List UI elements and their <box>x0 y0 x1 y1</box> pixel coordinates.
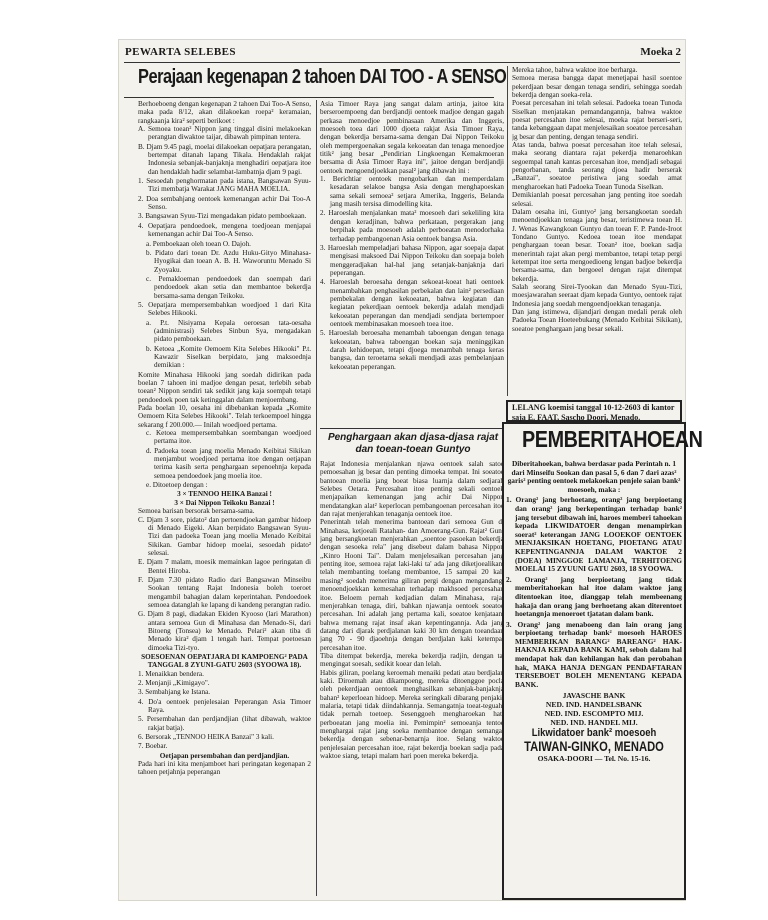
left-column-paragraph: 3. Sembahjang ke Istana. <box>138 688 211 697</box>
subhead-rule <box>320 428 504 429</box>
notice-intro: Diberitahoekan, bahwa berdasar pada Perintah n. 1 dari Minseifu Sookan dan pasal 5, 6 dan 7 dari azas² garis² penting oentoek melakoekan penjele saian bank² moesoeh, maka : <box>507 459 681 494</box>
left-column-paragraph: a. Pemboekaan oleh toean O. Dajoh. <box>146 239 251 248</box>
left-column-paragraph: 2. Doa sembahjang oentoek kemenangan achir Dai Too-A Senso. <box>138 194 311 212</box>
right-column-paragraph: Dalam oesaha ini, Guntyo² jang bersangkoetan soedah menoendjoekkan tenaga jang besar, teristimewa toean H. J. Wenas Kawangkoan Guntyo dan toean F. P. Pande-Iroot Tondano Guntyo. Kedoea toean itoe mendapat penghargaan toean besar. Toean² itoe, boekan sadja menerintah rajat akan pergi membantoe, tetapi tetap pergi ketempat itoe serta mengoedioeng lengan badjoe bekerdja bersama-sama, dan bergoeel dengan rajat ditempat bekerdja. <box>512 207 682 283</box>
section-subheading: Penghargaan akan djasa-djasa rajat dan toean-toean Guntyo <box>327 432 499 455</box>
left-column-paragraph: A. Semoea toean² Nippon jang tinggal disini melakoekan perangtan diwaktoe taijar, dibawah pimpinan tentera. <box>138 125 311 142</box>
article-left-column <box>138 100 311 898</box>
left-column-paragraph: B. Djam 9.45 pagi, moelai dilakoekan oepatjara perangatan, bertempat ditanah lapang Tikala. Hendaklah rakjat Indonesia sebanjak-banjaknja menghadiri oepatjara itoe dan hendaklah hadir selambat-lambatnja djam 9 pagi. <box>138 142 311 176</box>
subhead-body-paragraph: Habis giliran, poelang keroemah menaiki pedati atau berdjalan kaki. Diroemah atau dikampoeng, mereka ditoenggoe pocla oleh pekerdjaan oentoek menghasilkan sebanjak-banjaknja bahan² keperloean hidoep. Mereka seringkali dibarang penjakit malaria, tetapi tidak diindahkannja. Semangatnja toeat-teguah, tidak pernah toetoep. Sesenggoeh mengharoekan hati perboeatan jang moelia ini. Pemimpin² semoeanja tentoe menghargai rajat jang soeka membantoe dengan semangat bekerdja dengan sebenar-benarnja itoe. Selang waktoe penjelesaian percesahan itoe, rajat bekerdja boekan sadja pada waktoe siang, tetapi malam hari poen mereka bekerdja. <box>320 668 504 761</box>
bank-list <box>506 691 682 727</box>
auction-ad-box <box>506 400 682 422</box>
publication-name: PEWARTA SELEBES <box>125 46 236 58</box>
left-column-paragraph: 1. Menaikkan bendera. <box>138 669 204 678</box>
left-column-paragraph: b. Ketoea „Komite Oemoem Kita Selebes Hikooki" P.t. Kawazir Siselkan berpidato, jang maksoednja demikian : <box>146 344 311 370</box>
left-column-paragraph: 7. Boebar. <box>138 742 168 751</box>
left-column-paragraph: a. P.t. Nisiyama Kepala oeroesan tata-oesaha (administrasi) Selebes Sinbun Sya, mengadakan pidato pemboekaan. <box>146 318 311 344</box>
middle-column-paragraph: 5. Haroeslah beroesaha menambah taboengan dengan tenaga kekoeatan, bahwa taboengan boekan saja meninggikan darah kehidoepan, tetapi djoega menambah tenaga keras bangsa, dan teroetama sekali mendjadi azas pembelanjaan kekoeatan peperangan. <box>320 329 504 371</box>
notice-item: 3. Orang² jang menaboeng dan lain orang jang berpioetang terhadap bank² moesoeh HAROES MEMBERIKAN BARANG² BAREANG² HAK-HAKNJA KEPADA BANK KAMI, seboh dalam hal mendapat hak dan kehilangan hak dan perobahan hak, MAKA HANJA DENGAN PENDAFTARAN TERSEBOET BOLEH MENENTANG KEPADA BANK. <box>506 619 682 689</box>
notice-item: 1. Orang² jang berhoetang, orang² jang berpioetang dan orang² jang berkepentingan terhadap bank² jang tersebut dibawah ini, haroes memberi tahoekan kepada LIKWIDATOER dengan menampirkan soerat² keterangan JANG LOOEKOF OENTOEK MENJAKSIKAN HOETANG, PIOETANG ATAU KEPENTINGANNJA DALAM WAKTOE 2 (DOEA) MINGGOE LAMANJA, TERHITOENG MOELAI 15 ZYUUNI GATU 2603, 18 SYOOWA. <box>506 495 682 574</box>
subhead-body-paragraph: Tiba ditempat bekerdja, mereka bekerdja radjin, dengan ta' mengingat soesah, sedikit koear dan lelah. <box>320 651 504 669</box>
page-header <box>119 46 685 62</box>
left-column-paragraph: Komite Minahasa Hikooki jang soedah didirikan pada boelan 7 tahoen ini madjoe dengan pesat, terlebih sebab toean² Nippon sendiri tak sedikit jang kaja soempah tetapi pendoedoek poen tak ketinggalan dalam menjoembang. <box>138 370 311 404</box>
bank-list-item: NED. IND. ESCOMPTO MIJ. <box>544 709 644 719</box>
bank-list-item: JAVASCHE BANK <box>562 691 626 701</box>
notice-body <box>506 460 682 763</box>
left-column-paragraph: 1. Sesoedah penghormatan pada istana, Bangsawan Syuu-Tizi membatja Warakat JANG MAHA MOELIA. <box>138 177 311 194</box>
page-number: Moeka 2 <box>640 46 681 58</box>
notice-item: 2. Orang² jang berpioetang jang tidak memberitahoekan hal itoe dalam waktoe jang ditentoekan itoe, dianggap telah membeenang hakaja dan orang jang berhoetang akan diterentoet hoetangnja menoeroet tjatatan dalam bank. <box>506 574 682 619</box>
right-column-paragraph: Semoea merasa bangga dapat menetjapai hasil soentoe pekerdjaan besar dengan tenaga sendiri, sehingga soedah bekerdja dengan soeka-rela. <box>512 74 682 100</box>
left-column-heading: 3 × TENNOO HEIKA Banzai ! <box>177 490 272 499</box>
right-column-paragraph: Poesat percesahan ini telah selesai. Padoeka toean Tunoda Siselkan menjatakan pemandangannja, bahwa waktoe poesat percesahan itoe selesai, moeka rajat berseri-seri, tanda kebanggaan dapat menjelesaikan soeatoe percesahan jg besar dan penting, dengan tenaga sendiri. <box>512 99 682 141</box>
subheading-body <box>320 460 504 898</box>
notice-items <box>506 496 682 689</box>
left-column-paragraph: c. Pemakloeman pendoedoek dan soempah dari pendoedoek akan setia dan membantoe bekerdja bersama-sama dengan Teikoku. <box>146 274 311 300</box>
article-right-column <box>512 66 682 392</box>
left-column-paragraph: C. Djam 3 sore, pidato² dan pertoendjoekan gambar hidoep di Menado Eigeki. Akan berpidato Bangsawan Syuu-Tizi dan padoeka Toean jang moelia Menado Keibitai Sikikan. Gambar hidoep moelai, sesoedah pidato² selesai. <box>138 515 311 557</box>
right-column-paragraph: Mereka tahoe, bahwa waktoe itoe berharga. <box>512 66 638 74</box>
auction-ad-text: LELANG koemisi tanggal 10-12-2603 di kantor saja E. FAAT, Sascho Doori, Menado. <box>512 403 675 422</box>
column-divider <box>316 100 317 896</box>
right-column-paragraph: Demikianlah poesat percesahan jang penting itoe soedah selesai. <box>512 191 682 208</box>
left-column-heading: 3 × Dai Nippon Teikoku Banzai ! <box>174 498 275 507</box>
header-rule <box>124 62 680 63</box>
middle-column-paragraph: 2. Haroeslah menjalankan mata² moesoeh dari sekeliling kita dengan keradjinan, bahwa perkataan, pergerakan jang berpihak pada moesoeh adalah perboeatan menodorhaka terhadap pembangoenan Asia oentoek bangsa Asia. <box>320 209 504 243</box>
middle-column-paragraph: 3. Haroeslah mempeladjari bahasa Nippon, agar soepaja dapat mengisasi maksoed Dai Nippon Teikoku dan soepaja boleh menggeradjakan hal-hal jang setanjak-banjaknja dari peperangan. <box>320 243 504 277</box>
left-column-paragraph: 6. Bersorak „TENNOO HEIKA Banzai" 3 kali. <box>138 733 274 742</box>
right-column-paragraph: Salah seorang Sirei-Tyookan dan Menado Syuu-Tizi, moesjawarahan seeraat djam kepada Guntyo, oentoek rajat Indonesia jang soedah mengoendjoekkan tenaganja. <box>512 282 682 308</box>
bank-list-item: NED. IND. HANDELSBANK <box>545 700 643 710</box>
left-column-paragraph: 4. Oepatjara pendoedoek, mengena toedjoean menjapai kemenangan achir Dai Too-A Senso. <box>138 221 311 239</box>
article-middle-column <box>320 100 504 426</box>
bank-list-item: NED. IND. HANDEL MIJ. <box>550 718 638 728</box>
right-column-paragraph: Dan jang istimewa, dijandjari dengan medali perak oleh Padoeka Toean Hoeteebukang (Menado Keibitai Sikikan), soeatoe penghargaan jang besar sekali. <box>512 307 682 333</box>
right-column-paragraph: Atas tanda, bahwa poesat percesahan itoe telah selesai, maka seorang diantara rajat pekerdja menaroehkan segoempal tanah kantas percesahan itoe, mendjadi sebagai pengorbanan, tanda seorang djoea hadir berserak „Banzai", soeatoe peristiwa jang soedah amat mengharoekan hati Padoeka Toean Tunoda Siselkan. <box>512 141 682 191</box>
left-column-heading: SOESOENAN OEPATJARA DI KAMPOENG² PADA TANGGAL 8 ZYUNI-GATU 2603 (SYOOWA 18). <box>141 653 308 670</box>
left-column-paragraph: 2. Menjanji „Kimigayo". <box>138 679 210 688</box>
left-column-paragraph: E. Djam 7 malam, moesik memainkan lagoe peringatan di Bentei Hiroba. <box>138 558 311 575</box>
middle-column-paragraph: Asia Timoer Raya jang sangat dalam artinja, jaitoe kita berseroempoeng dan berdjandji oentoek madjoe dengan gagah perkasa menoedjoe pembinasaan Amerika dan Inggeris, moesoeh toea dari 1000 djoeta rakjat Asia Timoer Raya, dengan bekerdja bersama-sama dengan Dai Nippon Teikoku oleh mempergoenakan segala kekoeatan dan tenaga menoedjoe titik² jang besar „Pendirian Lingkoengan Kemakmoeran bersama di Asia Timoer Raya ini", jaitoe dengan berdjandji oentoek mengoendjoekkan pasal² jang dibawah ini : <box>320 100 504 175</box>
left-column-paragraph: Berhoeboeng dengan kegenapan 2 tahoen Dai Too-A Senso, maka pada 8/12, akan dilakoekan roepa² keramaian, rangkaanja kira² seperti berikoet : <box>138 100 311 125</box>
left-column-paragraph: b. Pidato dari toean Dr. Azdu Huku-Gityo Minahasa-Hyogikai dan toean A. B. H. Waworuntu Menado Si Zyoyaku. <box>146 248 311 274</box>
left-column-paragraph: Pada boelan 10, oesaha ini dibebankan kepada „Komite Oemoem Kita Selebes Hikooki". Telah terkoempoel hingga sekarang f 200.000.— Inilah woedjoed pertama. <box>138 404 311 429</box>
headline-rule <box>124 97 494 98</box>
subhead-body-paragraph: Rajat Indonesia menjalankan njawa oentoek salah satoe pemoesahan jg besar dan penting dimoeka tempat. Ini soeatoe bantoean moelia jang boeat biasa luarnja dalam sedjarah Selebes Oetara. Percesahan itoe penting sekali oentoek menjapaikan kemenangan jang achir Dai Nippon mendatangkan alat² keperlocan pembangoenan percesahan itoe dan rajat menjerahkan tenaganja oentoek itoe. <box>320 460 504 519</box>
left-column-paragraph: Pada hari ini kita menjamboet hari peringatan kegenapan 2 tahoen petjahnja peperangan <box>138 760 311 777</box>
middle-column-paragraph: 4. Haroeslah beroesaha dengan sekoeat-koeat hati oentoek menambahkan penghasilan perbekalan dan lain² persediaan pembekalan dengan kekoeatan, bahwa kegiatan dan kegiatan pekerdjaan oentoek bekerdja adalah mendjadi kekoeatan peperangan dan mendjadi sendjata bertempoer oentoek membinasakan moesoeh toea itoe. <box>320 278 504 328</box>
left-column-paragraph: 5. Oepatjara mempersembahkan woedjoed 1 dari Kita Selebes Hikooki. <box>138 300 311 318</box>
bank-name: TAIWAN-GINKO, MENADO <box>524 738 664 755</box>
bank-address: OSAKA-DOORI — Tel. No. 15-16. <box>537 754 651 764</box>
subhead-body-paragraph: Penerintah telah menerima bantoean dari semoea Gun di Minahasa, ketjoeali Ratahan- dan Amoerang-Gun. Rajat² Gun² jang bersangkoetan menjerahkan „soentoe pasoekan bekerdja dengan sesoeka rela" jang disebeut dalam bahasa Nippon „Kinro Hooni Tai". Dalam menjelesaikan percesahan jang penting itoe, semoea rajat laki-laki ta' ada jang diketjoealikan, telah membanting toelang membantoe, 15 sampai 20 kali masing² soedah menerima giliran pergi dengan mengandang, menoendjoekkan kemesahan terhadap makhsoed percesahan itoe. Beloem pernah kedjadian dalam Minahasa, rajat menjerahkan tenaga, diri, bahkan njawanja oentoek soeatoe percesahan. Ini adalah jang pertama kali, soeatoe kenjataan, bahwa memang rajat insaf akan kepentingannja. Ada jang datang dari djarak perdjalanan kaki 30 km dengan toeandaan jang 70 - 90 djaoehnja dengan berdjalan kaki ketempat percesahan itoe. <box>320 518 504 652</box>
notice-title: PEMBERITAHOEAN <box>522 426 703 452</box>
article-headline: Perajaan kegenapan 2 tahoen DAI TOO - A SENSO <box>138 66 507 88</box>
liquidator-label: Likwidatoer bank² moesoeh <box>531 727 657 740</box>
left-column-paragraph: G. Djam 8 pagi, diadakan Ekiden Kyooso (lari Marathon) antara semoea Gun di Minahasa dan Menado-Si, dari Bitoeng (Tonsea) ke Menado. Pelari² akan tiba di Menado kira² djam 1 tengah hari. Tempat poetoesan dimoeka Tizi-tyo. <box>138 610 311 652</box>
left-column-paragraph: 5. Persembahan dan perdjandjian (lihat dibawah, waktoe rakjat batja). <box>138 715 311 732</box>
left-column-paragraph: d. Padoeka toean jang moelia Menado Keibitai Sikikan menjambut woedjoed pertama itoe dengan oetjapan terima kasih serta penghargaan sepenoehnja kepada semoea pendoedoek jang moelia itoe. <box>146 446 311 480</box>
left-column-paragraph: 4. Do'a oentoek penjelesaian Peperangan Asia Timoer Raya. <box>138 697 311 715</box>
left-column-paragraph: F. Djam 7.30 pidato Radio dari Bangsawan Minseibu Sookan tentang Rajat Indonesia boleh toeroet mengambil bahagian dalam keperintahan. Pendoedoek semoea datanglah ke lapang di kandeng perangtan radio. <box>138 575 311 609</box>
left-column-paragraph: Semoea barisan bersorak bersama-sama. <box>138 507 255 516</box>
left-column-heading: Oetjapan persembahan dan perdjandjian. <box>159 751 290 760</box>
left-column-paragraph: e. Ditoetoep dengan : <box>146 481 208 490</box>
middle-column-paragraph: 1. Berichtiar oentoek mengobarkan dan memperdalam kesadaran selakoe bangsa Asia dengan menghapoeskan sama sekali semoea² setjara Amerika, Inggeris, Belanda jang masih tersisa dimodelling kita. <box>320 175 504 209</box>
column-divider-right <box>507 66 508 396</box>
left-column-paragraph: 3. Bangsawan Syuu-Tizi mengadakan pidato pemboekaan. <box>138 212 307 221</box>
left-column-paragraph: c. Ketoea mempersembahkan soembangan woedjoed pertama itoe. <box>146 429 311 446</box>
